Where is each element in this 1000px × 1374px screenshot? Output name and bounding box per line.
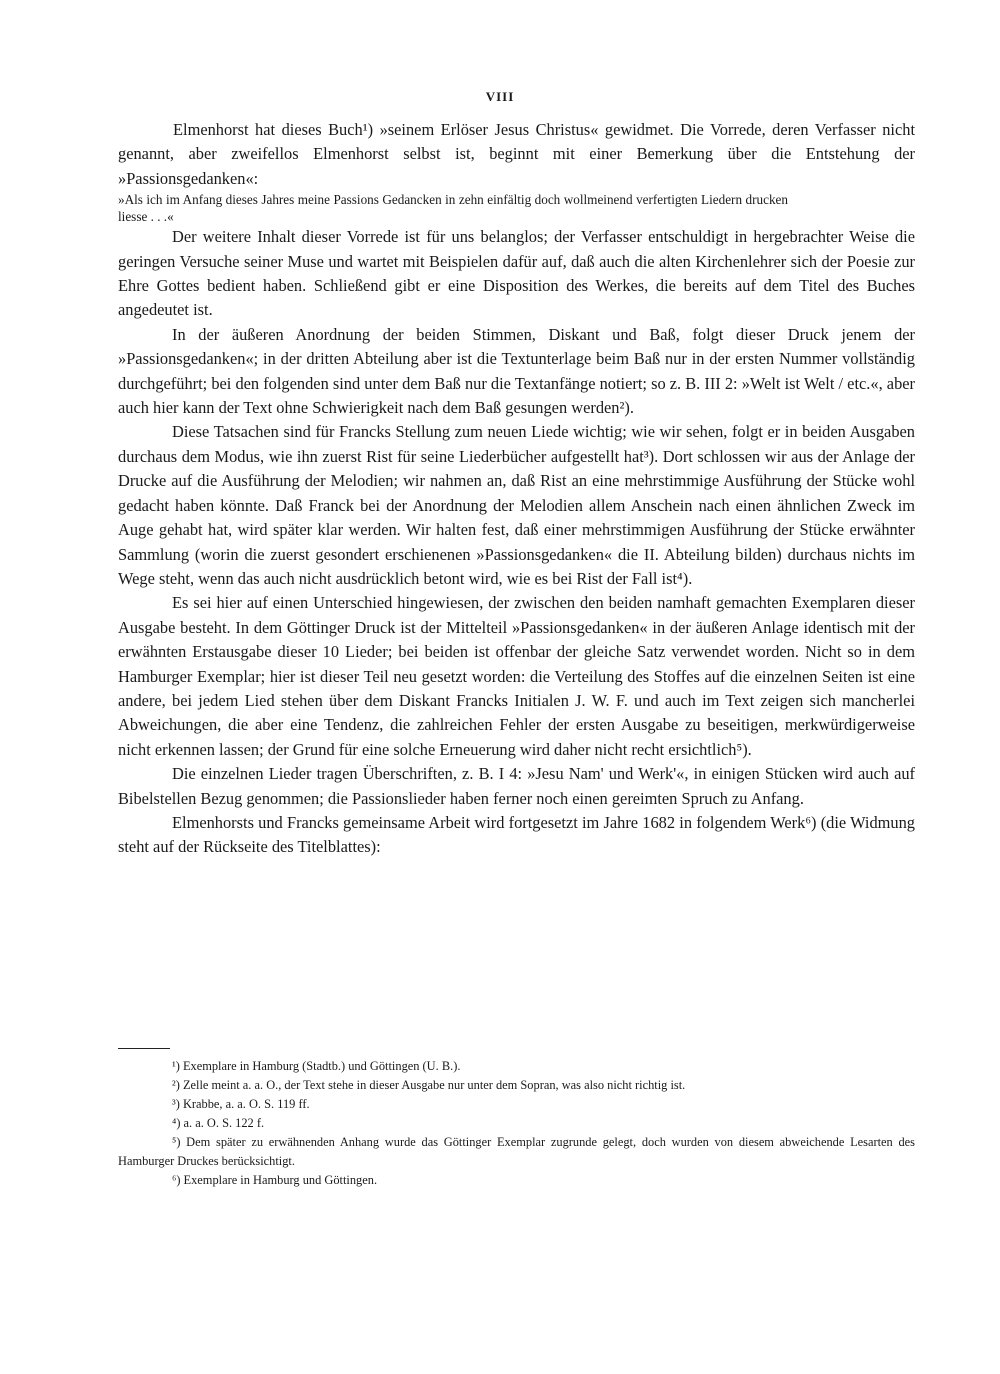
- page-number: VIII: [485, 89, 515, 104]
- footnote-5: ⁵) Dem später zu erwähnenden Anhang wurde das Göttinger Exemplar zugrunde gelegt, doch wurden von diesem abweichende Lesarten des Hamburger Druckes berücksichtigt.: [118, 1135, 915, 1168]
- paragraph-6: Die einzelnen Lieder tragen Überschriften, z. B. I 4: »Jesu Nam' und Werk'«, in einigen Stücken wird auch auf Bibelstellen Bezug genommen; die Passionslieder haben ferner noch einen gereimten Spruch zu Anfang.: [118, 764, 915, 808]
- footnote-4: ⁴) a. a. O. S. 122 f.: [172, 1116, 265, 1130]
- footnote-separator: [118, 1048, 170, 1049]
- paragraph-2: Der weitere Inhalt dieser Vorrede ist für uns belanglos; der Verfasser entschuldigt in hergebrachter Weise die geringen Versuche seiner Muse und wartet mit Beispielen dafür auf, daß auch die alten Kirchenlehrer sich der Poesie zur Ehre Gottes bedient haben. Schließend gibt er eine Disposition des Werkes, die bereits auf dem Titel des Buches angedeutet ist.: [118, 227, 915, 320]
- block-quote: »Als ich im Anfang dieses Jahres meine Passions Gedancken in zehn einfältig doch wollmeinend verfertigten Liedern drucken liesse . . .«: [118, 192, 788, 225]
- paragraph-3: In der äußeren Anordnung der beiden Stimmen, Diskant und Baß, folgt dieser Druck jenem der »Passionsgedanken«; in der dritten Abteilung aber ist die Textunterlage beim Baß nur in der ersten Nummer vollständig durchgeführt; bei den folgenden sind unter dem Baß nur die Textanfänge notiert; so z. B. III 2: »Welt ist Welt / etc.«, aber auch hier kann der Text ohne Schwierigkeit nach dem Baß gesungen werden²).: [118, 324, 915, 418]
- paragraph-7: Elmenhorsts und Francks gemeinsame Arbeit wird fortgesetzt im Jahre 1682 in folgendem Werk⁶) (die Widmung steht auf der Rückseite des Titelblattes):: [118, 812, 915, 857]
- footnotes: [118, 1057, 915, 1190]
- body-text: [118, 118, 915, 860]
- footnote-6: ⁶) Exemplare in Hamburg und Göttingen.: [172, 1173, 378, 1187]
- paragraph-4: Diese Tatsachen sind für Francks Stellung zum neuen Liede wichtig; wie wir sehen, folgt er in beiden Ausgaben durchaus dem Modus, wie ihn zuerst Rist für seine Liederbücher aufgestellt hat³). Dort schlossen wir aus der Anlage der Drucke auf die Ausführung der Melodien; wir nahmen an, daß Rist an eine mehrstimmige Ausführung der Stücke wohl gedacht haben könnte. Daß Franck bei der Anordnung der Melodien allem Anschein nach einen ähnlichen Zweck im Auge gehabt hat, wird später klar werden. Wir halten fest, daß einer mehrstimmigen Ausführung der Stücke erwähnter Sammlung (worin die zuerst gesondert erschienenen »Passionsgedanken« die II. Abteilung bilden) durchaus nichts im Wege steht, wenn das auch nicht ausdrücklich betont wird, wie es bei Rist der Fall ist⁴).: [118, 422, 915, 588]
- paragraph-5: Es sei hier auf einen Unterschied hingewiesen, der zwischen den beiden namhaft gemachten Exemplaren dieser Ausgabe besteht. In dem Göttinger Druck ist der Mittelteil »Passionsgedanken« in der äußeren Anlage identisch mit der erwähnten Erstausgabe dieser 10 Lieder; bei beiden ist offenbar der gleiche Satz verwendet worden. Nicht so in dem Hamburger Exemplar; hier ist dieser Teil neu gesetzt worden: die Verteilung des Stoffes auf die einzelnen Seiten ist eine andere, bei jedem Lied stehen über dem Diskant Francks Initialen J. W. F. und auch im Text zeigen sich mancherlei Abweichungen, die aber eine Tendenz, die zahlreichen Fehler der ersten Ausgabe zu beseitigen, merkwürdigerweise nicht erkennen lassen; der Grund für eine solche Erneuerung wird daher nicht recht ersichtlich⁵).: [118, 593, 915, 759]
- paragraph-1: Elmenhorst hat dieses Buch¹) »seinem Erlöser Jesus Christus« gewidmet. Die Vorrede, deren Verfasser nicht genannt, aber zweifellos Elmenhorst selbst ist, beginnt mit einer Bemerkung über die Entstehung der »Passionsgedanken«:: [118, 120, 915, 188]
- footnote-1: ¹) Exemplare in Hamburg (Stadtb.) und Göttingen (U. B.).: [172, 1059, 461, 1073]
- footnote-3: ³) Krabbe, a. a. O. S. 119 ff.: [172, 1097, 310, 1111]
- footnote-2: ²) Zelle meint a. a. O., der Text stehe in dieser Ausgabe nur unter dem Sopran, was also nicht richtig ist.: [172, 1078, 686, 1092]
